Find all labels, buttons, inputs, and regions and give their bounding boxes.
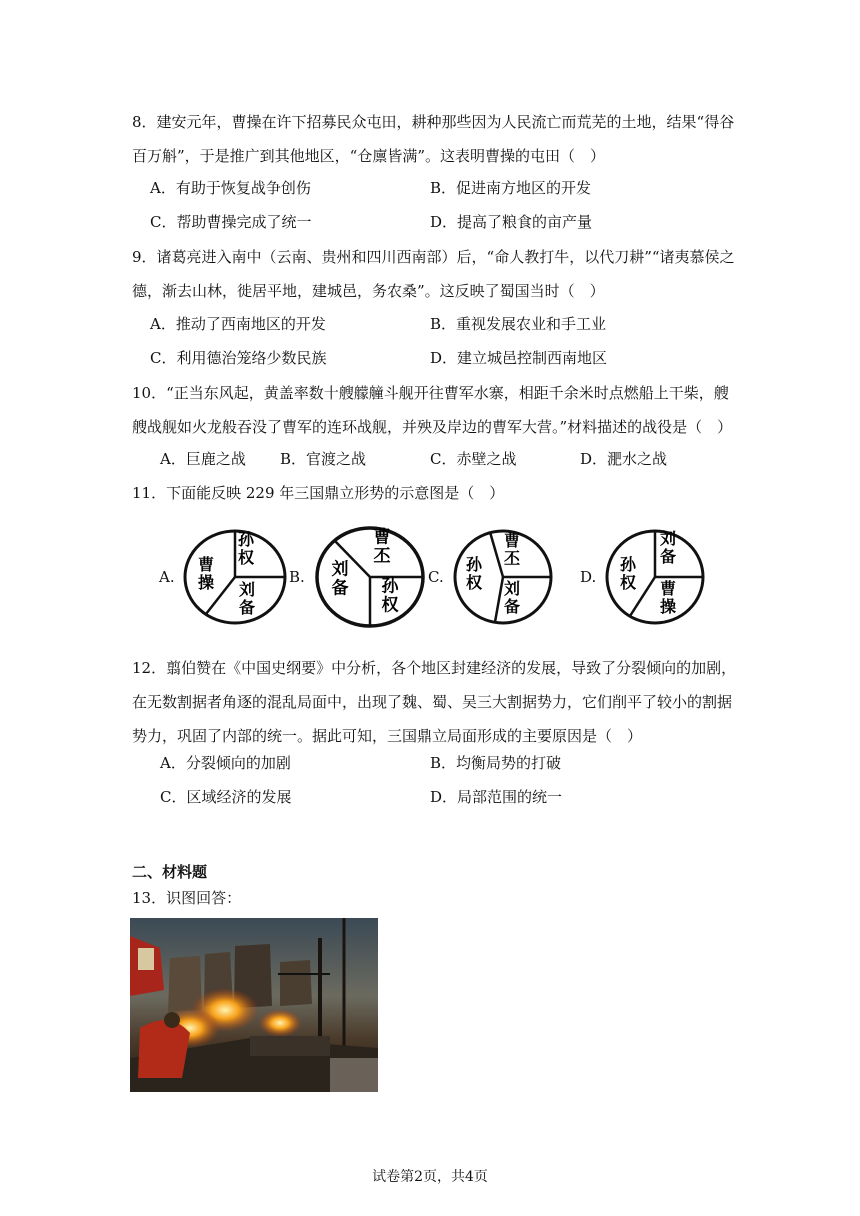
q8-stem-line1: 8．建安元年，曹操在许下招募民众屯田，耕种那些因为人民流亡而荒芜的土地，结果“得谷: [132, 113, 735, 131]
q9-option-a: A．推动了西南地区的开发: [150, 315, 326, 333]
q10-option-d: D．淝水之战: [580, 450, 668, 468]
q11-a-name-left: 曹操: [197, 555, 215, 592]
q11-diagram-d-label: D.: [580, 568, 597, 586]
q11-diagram-a: [180, 527, 290, 627]
q11-a-name-right: 刘备: [238, 580, 256, 617]
q10-stem-line2: 艘战舰如火龙般吞没了曹军的连环战舰，并殃及岸边的曹军大营。”材料描述的战役是（ ）: [132, 418, 733, 436]
q11-diagram-c: [450, 527, 556, 627]
q12-option-a: A．分裂倾向的加剧: [160, 754, 291, 772]
q12-stem-line1: 12．翦伯赞在《中国史纲要》中分析，各个地区封建经济的发展，导致了分裂倾向的加剧，: [132, 659, 737, 677]
q11-c-name-top: 曹丕: [503, 531, 521, 568]
q11-d-name-right: 曹操: [659, 579, 677, 616]
q11-diagram-d: [602, 527, 708, 627]
q8-option-a: A．有助于恢复战争创伤: [150, 179, 311, 197]
q8-option-b: B．促进南方地区的开发: [430, 179, 592, 197]
q11-c-name-left: 孙权: [465, 555, 483, 592]
q11-diagram-b: [312, 524, 428, 630]
q9-option-b: B．重视发展农业和手工业: [430, 315, 607, 333]
q12-stem-line3: 势力，巩固了内部的统一。据此可知，三国鼎立局面形成的主要原因是（ ）: [132, 727, 643, 745]
q11-d-name-top: 刘备: [659, 529, 677, 566]
q11-d-name-left: 孙权: [619, 555, 637, 592]
q11-c-name-right: 刘备: [503, 579, 521, 616]
q12-stem-line2: 在无数割据者角逐的混乱局面中，出现了魏、蜀、吴三大割据势力，它们削平了较小的割据: [132, 693, 733, 711]
q8-option-d: D．提高了粮食的亩产量: [430, 213, 593, 231]
q11-diagram-c-label: C.: [428, 568, 444, 586]
q10-stem-line1: 10．“正当东风起，黄盖率数十艘艨艟斗舰开往曹军水寨，相距千余米时点燃船上干柴，艘: [132, 384, 729, 402]
page-footer: 试卷第2页，共4页: [372, 1169, 488, 1185]
q11-diagram-a-label: A.: [159, 568, 175, 586]
q9-option-c: C．利用德治笼络少数民族: [150, 349, 327, 367]
q8-option-c: C．帮助曹操完成了统一: [150, 213, 312, 231]
q11-b-name-left: 刘备: [331, 559, 349, 599]
q11-stem: 11．下面能反映 229 年三国鼎立形势的示意图是（ ）: [132, 484, 505, 502]
q10-option-c: C．赤壁之战: [430, 450, 517, 468]
q12-option-d: D．局部范围的统一: [430, 788, 563, 806]
q9-option-d: D．建立城邑控制西南地区: [430, 349, 608, 367]
q10-option-b: B．官渡之战: [280, 450, 367, 468]
section-title: 二、材料题: [132, 863, 208, 881]
red-cliffs-battle-image: [130, 918, 378, 1092]
q12-option-c: C．区域经济的发展: [160, 788, 292, 806]
q9-stem-line1: 9．诸葛亮进入南中（云南、贵州和四川西南部）后，“命人教打牛，以代刀耕”“诸夷慕侯之: [132, 248, 735, 266]
q12-option-b: B．均衡局势的打破: [430, 754, 562, 772]
q11-a-name-top: 孙权: [237, 530, 255, 567]
q10-option-a: A．巨鹿之战: [160, 450, 246, 468]
q13-stem: 13．识图回答：: [132, 889, 242, 907]
q11-b-name-right: 孙权: [381, 576, 399, 616]
q8-stem-line2: 百万斛”，于是推广到其他地区，“仓廪皆满”。这表明曹操的屯田（ ）: [132, 147, 606, 165]
q11-diagram-b-label: B.: [289, 568, 305, 586]
q11-b-name-top: 曹丕: [373, 527, 391, 567]
q9-stem-line2: 德，渐去山林，徙居平地，建城邑，务农桑”。这反映了蜀国当时（ ）: [132, 282, 605, 300]
